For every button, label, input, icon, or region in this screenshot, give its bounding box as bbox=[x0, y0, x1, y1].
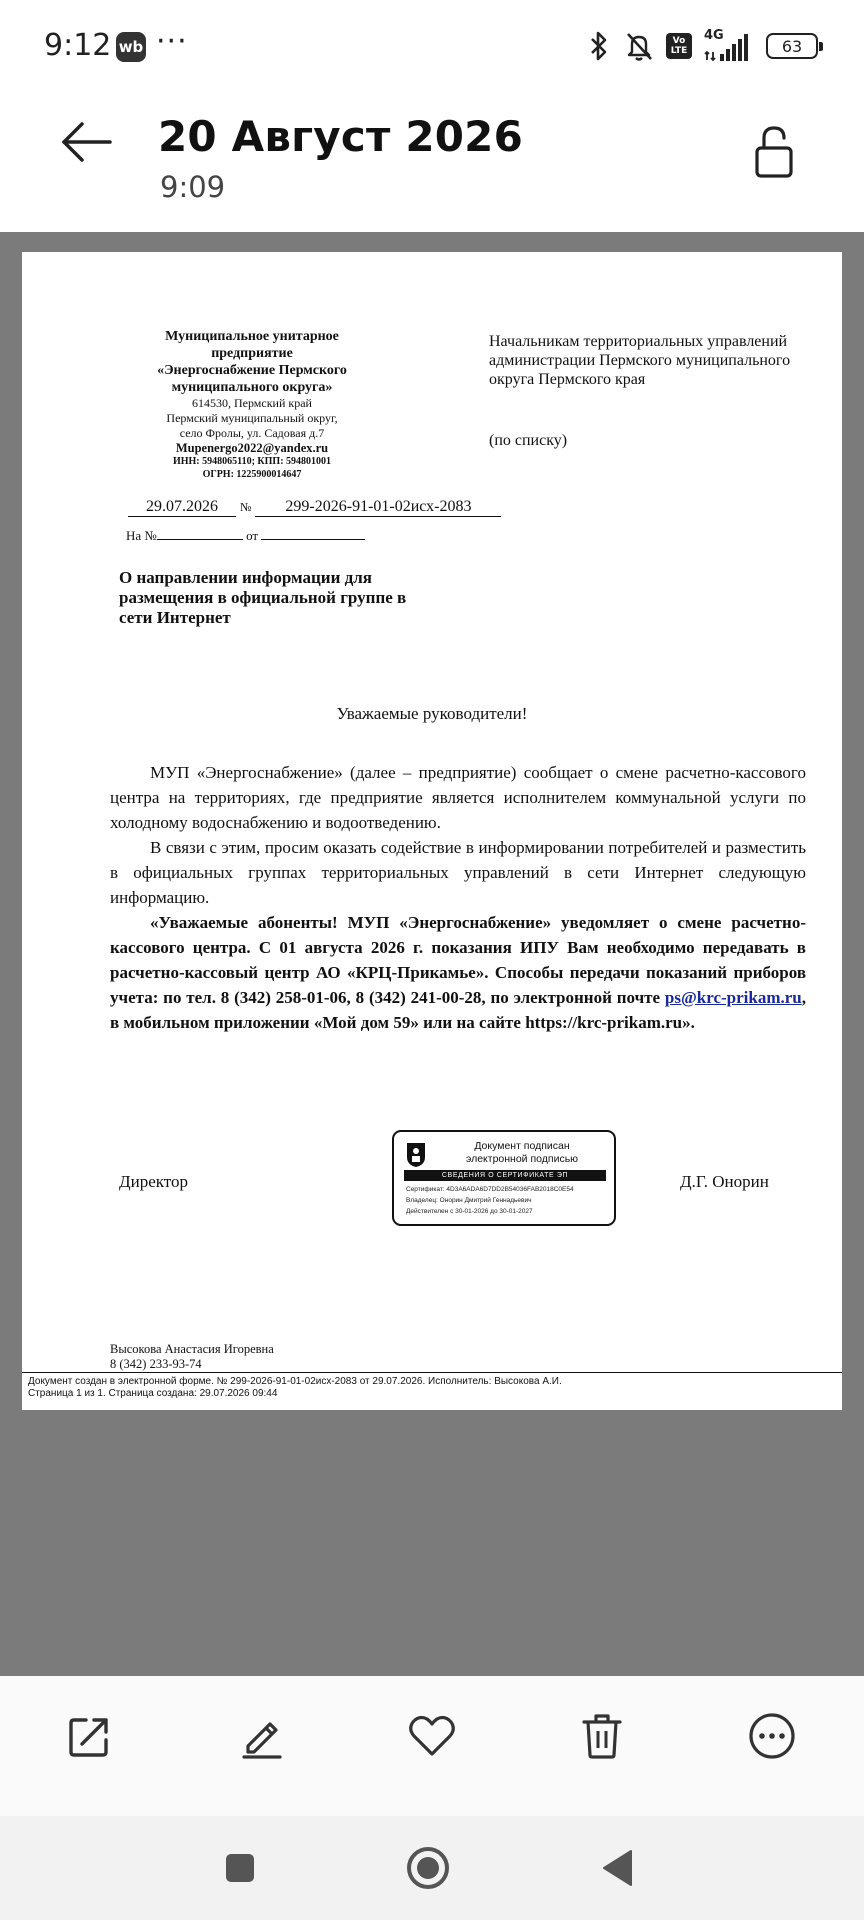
home-button[interactable] bbox=[402, 1842, 454, 1894]
sender-org-line: «Энергоснабжение Пермского bbox=[157, 363, 347, 378]
stamp-owner: Владелец: Онорин Дмитрий Геннадьевич bbox=[406, 1197, 532, 1204]
bluetooth-icon bbox=[586, 31, 612, 61]
muted-bell-icon bbox=[624, 30, 654, 62]
sender-block bbox=[132, 328, 372, 481]
notice-text: «Уважаемые абоненты! МУП «Энергоснабжение» уведомляет о смене расчетно-кассового центра. С 01 августа 2026 г. показания ИПУ Вам необходимо передавать в расчетно-кассовый центр АО «КРЦ-Прикамье». Способы передачи показаний приборов учета: по тел. 8 (342) 258-01-06, 8 (342) 241-00-28, по электронной почте bbox=[110, 913, 806, 1007]
registration-number: 299-2026-91-01-02исх-2083 bbox=[255, 498, 501, 517]
back-button[interactable] bbox=[56, 114, 116, 170]
favorite-button[interactable] bbox=[402, 1706, 462, 1766]
footer-line: Страница 1 из 1. Страница создана: 29.07.2026 09:44 bbox=[28, 1388, 278, 1399]
arrow-left-icon bbox=[56, 114, 116, 170]
viewer-header bbox=[0, 92, 864, 232]
e-signature-stamp bbox=[392, 1130, 616, 1226]
status-time: 9:12 bbox=[44, 28, 112, 63]
notice-paragraph bbox=[110, 910, 806, 1035]
more-notifications-icon: ··· bbox=[156, 24, 188, 59]
executor-phone: 8 (342) 233-93-74 bbox=[110, 1357, 202, 1371]
battery-icon: 63 bbox=[766, 33, 818, 59]
more-button[interactable] bbox=[742, 1706, 802, 1766]
sender-ogrn: ОГРН: 1225900014647 bbox=[202, 469, 302, 480]
share-icon bbox=[66, 1712, 114, 1760]
sender-org-line: предприятие bbox=[211, 346, 293, 361]
greeting: Уважаемые руководители! bbox=[336, 704, 528, 723]
trash-icon bbox=[578, 1711, 626, 1761]
recents-button[interactable] bbox=[214, 1842, 266, 1894]
stamp-valid: Действителен с 30-01-2026 до 30-01-2027 bbox=[406, 1208, 533, 1215]
stamp-cert-header: СВЕДЕНИЯ О СЕРТИФИКАТЕ ЭП bbox=[404, 1170, 606, 1181]
sender-address: Пермский муниципальный округ, bbox=[166, 411, 338, 425]
registration-date: 29.07.2026 bbox=[128, 498, 236, 517]
signer-name: Д.Г. Онорин bbox=[680, 1172, 769, 1191]
photo-date-title: 20 Август 2026 bbox=[158, 112, 524, 161]
ref-blank bbox=[261, 539, 365, 540]
ref-from: от bbox=[246, 528, 259, 543]
edit-button[interactable] bbox=[232, 1706, 292, 1766]
ref-prefix: На № bbox=[126, 528, 157, 543]
unlock-icon bbox=[752, 122, 796, 182]
volte-bottom: LTE bbox=[670, 46, 688, 56]
sender-email: Mupenergo2022@yandex.ru bbox=[175, 441, 329, 455]
stamp-title bbox=[432, 1140, 612, 1165]
photo-time: 9:09 bbox=[160, 170, 226, 204]
lock-button[interactable] bbox=[752, 122, 796, 182]
paragraph: МУП «Энергоснабжение» (далее – предприятие) сообщает о смене расчетно-кассового центра на территориях, где предприятие является исполнителем коммунальной услуги по холодному водоснабжению и водоотведению. bbox=[110, 763, 806, 832]
stamp-cert: Сертификат: 4D3A6ADA6D7DD2B54036FAB2018C0E54 bbox=[406, 1186, 574, 1193]
stamp-cert-info bbox=[406, 1184, 611, 1217]
letter-body bbox=[110, 760, 806, 1035]
photo-actions-toolbar bbox=[0, 1676, 864, 1816]
image-viewer[interactable] bbox=[0, 232, 864, 1676]
by-list-note: (по списку) bbox=[489, 432, 568, 449]
executor-block bbox=[110, 1342, 274, 1372]
delete-button[interactable] bbox=[572, 1706, 632, 1766]
document-page bbox=[22, 252, 842, 1410]
document-footer bbox=[28, 1376, 562, 1400]
notice-text: , в мобильном приложении «Мой дом 59» или на сайте https://krc-prikam.ru». bbox=[110, 988, 806, 1032]
recents-icon bbox=[223, 1851, 257, 1885]
stamp-title-line: Документ подписан bbox=[474, 1140, 570, 1152]
network-type: 4G bbox=[704, 28, 724, 43]
heart-icon bbox=[406, 1712, 458, 1760]
number-sign: № bbox=[240, 500, 252, 514]
footer-line: Документ создан в электронной форме. № 299-2026-91-01-02исх-2083 от 29.07.2026. Исполнитель: Высокова А.И. bbox=[28, 1376, 562, 1387]
nav-back-button[interactable] bbox=[592, 1842, 644, 1894]
home-icon bbox=[404, 1844, 452, 1892]
status-bar bbox=[0, 0, 864, 92]
footer-divider bbox=[22, 1372, 842, 1373]
sender-address: 614530, Пермский край bbox=[192, 396, 312, 410]
letter-subject: О направлении информации для размещения в официальной группе в сети Интернет bbox=[119, 568, 407, 627]
signal-icon bbox=[704, 30, 754, 62]
system-navigation-bar bbox=[0, 1816, 864, 1920]
wb-app-icon: wb bbox=[116, 32, 146, 62]
stamp-title-line: электронной подписью bbox=[465, 1152, 579, 1165]
edit-icon bbox=[238, 1712, 286, 1760]
registration-line bbox=[128, 498, 501, 517]
ref-blank bbox=[157, 539, 243, 540]
sender-org-line: муниципального округа» bbox=[171, 380, 333, 395]
executor-name: Высокова Анастасия Игоревна bbox=[110, 1342, 274, 1356]
volte-top: Vo bbox=[672, 36, 686, 46]
sender-org-line: Муниципальное унитарное bbox=[165, 329, 339, 344]
recipient: Начальникам территориальных управлений администрации Пермского муниципального округа Пермского края bbox=[489, 333, 791, 388]
reference-line bbox=[126, 528, 365, 544]
director-label: Директор bbox=[119, 1172, 188, 1191]
status-icons bbox=[586, 28, 818, 64]
email-link[interactable]: ps@krc-prikam.ru bbox=[664, 988, 802, 1007]
share-button[interactable] bbox=[60, 1706, 120, 1766]
coat-of-arms-icon bbox=[406, 1142, 426, 1168]
volte-icon bbox=[666, 33, 692, 59]
sender-address: село Фролы, ул. Садовая д.7 bbox=[179, 426, 325, 440]
more-icon bbox=[747, 1711, 797, 1761]
back-icon bbox=[599, 1848, 637, 1888]
paragraph: В связи с этим, просим оказать содействие в информировании потребителей и разместить в официальных группах территориальных управлений в сети Интернет следующую информацию. bbox=[110, 838, 806, 907]
sender-inn: ИНН: 5948065110; КПП: 594801001 bbox=[172, 456, 332, 467]
